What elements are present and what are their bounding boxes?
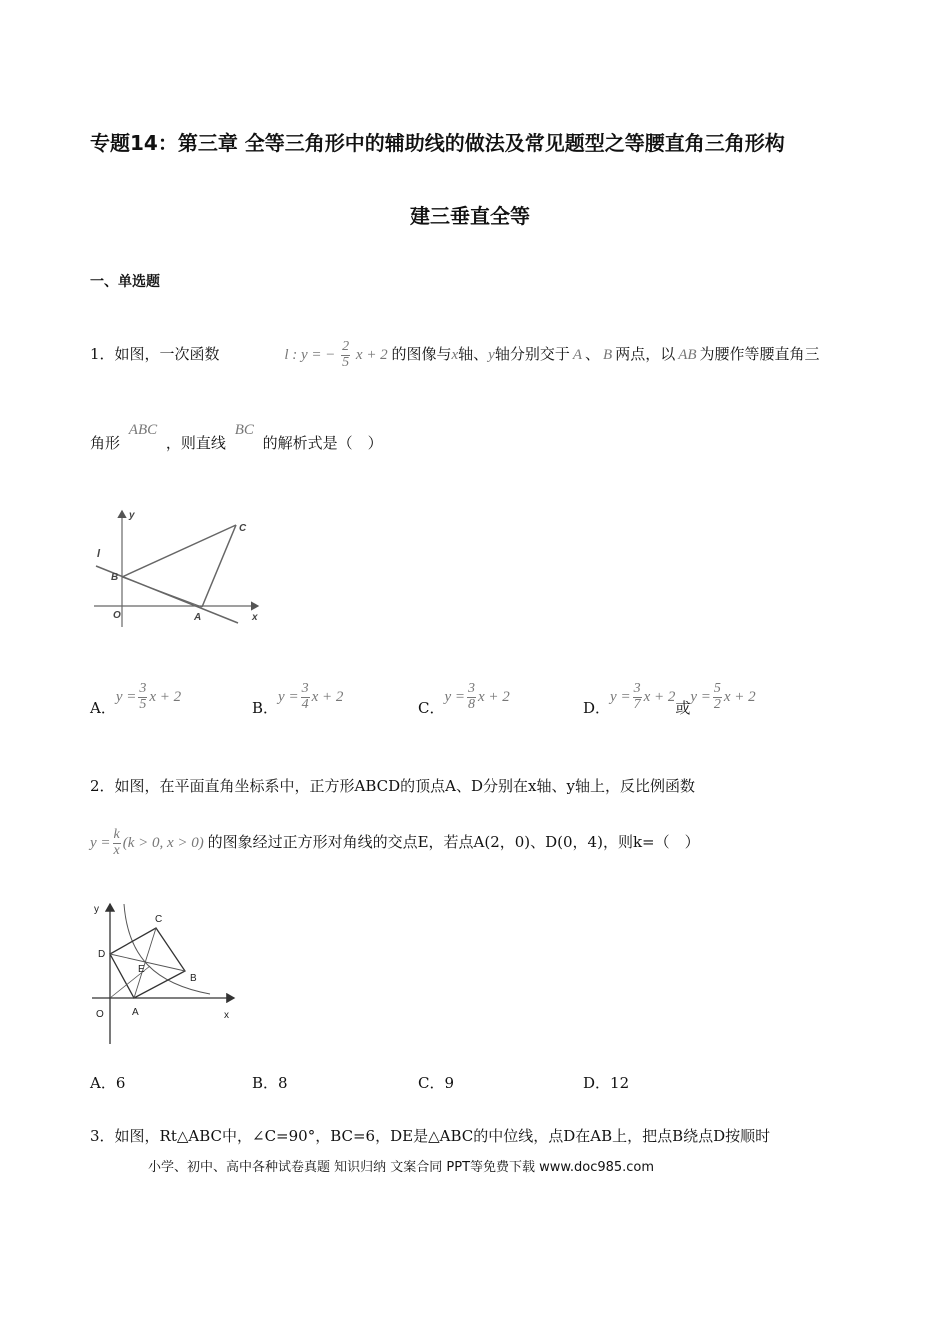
q1-function — [284, 339, 391, 371]
q2-condition: (k > 0, x > 0) — [122, 835, 204, 851]
q1-text: 轴分别交于 — [494, 345, 570, 363]
option-d2-formula — [690, 681, 756, 713]
option-fraction — [633, 682, 642, 712]
q1-option-d[interactable] — [583, 676, 756, 716]
figure-2-graph — [86, 898, 266, 1046]
fig1-c-label: C — [239, 523, 247, 534]
q1-var: AB — [678, 347, 697, 363]
q1-text: 两点，以 — [615, 345, 676, 363]
page-footer: 小学、初中、高中各种试卷真题 知识归纳 文案合同 PPT等免费下载 www.doc985.com — [148, 1160, 655, 1175]
q1-option-b[interactable] — [252, 676, 343, 716]
question-1-line-1 — [90, 332, 860, 376]
q1-text: 的解析式是（ ） — [262, 434, 383, 452]
formula-lhs: y = — [610, 689, 631, 705]
q2-num: k — [113, 827, 120, 843]
q1-text: 轴、 — [458, 345, 489, 363]
frac-num: 3 — [633, 681, 641, 697]
q1-var: A — [572, 347, 582, 363]
formula-lhs: y = — [278, 689, 299, 705]
q1-text: 1．如图，一次函数 — [90, 345, 220, 363]
q1-text: 为腰作等腰直角三 — [699, 345, 820, 363]
option-label: C． — [418, 699, 445, 717]
question-3-line-1: 3．如图，Rt△ABC中，∠C=90°，BC=6，DE是△ABC的中位线，点D在AB上，把点B绕点D按顺时 — [90, 1127, 771, 1145]
q2-fraction — [113, 828, 121, 858]
option-a-formula — [115, 681, 182, 713]
fig2-b-label: B — [190, 973, 197, 984]
page-title-continued: 建三垂直全等 — [410, 204, 530, 228]
frac-num: 3 — [139, 681, 147, 697]
fig1-x-label: x — [252, 612, 258, 623]
q1-var: ABC — [128, 422, 158, 438]
formula-lhs: y = — [115, 689, 137, 705]
frac-den: 4 — [301, 697, 309, 713]
q2-function — [90, 827, 208, 859]
frac-den: 5 — [139, 697, 147, 713]
formula-rhs: x + 2 — [478, 689, 510, 705]
frac-num: 3 — [301, 681, 309, 697]
option-b-formula — [278, 681, 344, 713]
fig2-d-label: D — [98, 949, 106, 960]
option-label: A． — [90, 699, 116, 717]
q1-option-c[interactable] — [418, 676, 510, 716]
option-c-formula — [444, 681, 510, 713]
q1-den: 5 — [342, 355, 350, 371]
q1-fraction — [341, 340, 350, 370]
fig2-e-label: E — [138, 964, 145, 975]
frac-den: 7 — [633, 697, 641, 713]
formula-rhs: x + 2 — [643, 689, 676, 705]
frac-num: 3 — [468, 681, 476, 697]
option-fraction — [467, 682, 476, 712]
q1-var: y — [488, 347, 495, 363]
figure-1-graph — [86, 505, 266, 630]
frac-den: 2 — [713, 697, 721, 713]
q1-func-lhs: l : y = − — [284, 347, 336, 363]
q1-text: 、 — [585, 345, 601, 363]
option-fraction — [301, 682, 310, 712]
option-d-formula — [610, 681, 676, 713]
option-fraction — [713, 682, 722, 712]
formula-rhs: x + 2 — [723, 689, 756, 705]
fig2-o-label: O — [96, 1009, 104, 1020]
option-label: D． — [583, 699, 611, 717]
q1-func-rhs: x + 2 — [355, 347, 388, 363]
formula-lhs: y = — [690, 689, 711, 705]
formula-rhs: x + 2 — [149, 689, 182, 705]
fig2-x-label: x — [224, 1010, 229, 1021]
fig2-y-label: y — [94, 904, 99, 915]
page-title: 专题14：第三章 全等三角形中的辅助线的做法及常见题型之等腰直角三角形构 — [90, 131, 785, 155]
q1-text: 角形 — [90, 434, 121, 452]
question-2-line-1: 2．如图，在平面直角坐标系中，正方形ABCD的顶点A、D分别在x轴、y轴上，反比例函数 — [90, 777, 695, 795]
fig1-y-label: y — [129, 510, 135, 521]
option-label: B． — [252, 699, 279, 717]
q1-text: 的图像与 — [391, 345, 452, 363]
q1-option-a[interactable] — [90, 676, 181, 716]
option-fraction — [138, 682, 147, 712]
q1-var: B — [603, 347, 613, 363]
frac-num: 5 — [713, 681, 721, 697]
fig2-c-label: C — [155, 914, 163, 925]
question-2-line-2 — [90, 820, 700, 864]
q2-option-d[interactable]: D．12 — [583, 1074, 630, 1092]
q2-func-lhs: y = — [90, 835, 111, 851]
q1-var: x — [451, 347, 459, 363]
option-or: 或 — [675, 699, 691, 717]
formula-rhs: x + 2 — [311, 689, 344, 705]
q2-option-a[interactable]: A．6 — [90, 1074, 126, 1092]
question-1-line-2 — [90, 422, 383, 453]
fig1-o-label: O — [113, 610, 121, 621]
fig1-a-label: A — [194, 612, 202, 623]
q2-option-b[interactable]: B．8 — [252, 1074, 288, 1092]
frac-den: 8 — [468, 697, 476, 713]
q2-option-c[interactable]: C．9 — [418, 1074, 455, 1092]
q2-text: 的图象经过正方形对角线的交点E，若点A(2，0)、D(0，4)，则k=（ ） — [207, 833, 700, 851]
formula-lhs: y = — [444, 689, 466, 705]
q1-text: ，则直线 — [165, 434, 226, 452]
q2-den: x — [113, 843, 120, 859]
q1-var: BC — [234, 422, 254, 438]
section-heading: 一、单选题 — [90, 274, 160, 290]
fig2-a-label: A — [132, 1007, 139, 1018]
fig1-b-label: B — [111, 572, 119, 583]
q1-num: 2 — [342, 339, 350, 355]
fig1-l-label: l — [97, 548, 101, 560]
